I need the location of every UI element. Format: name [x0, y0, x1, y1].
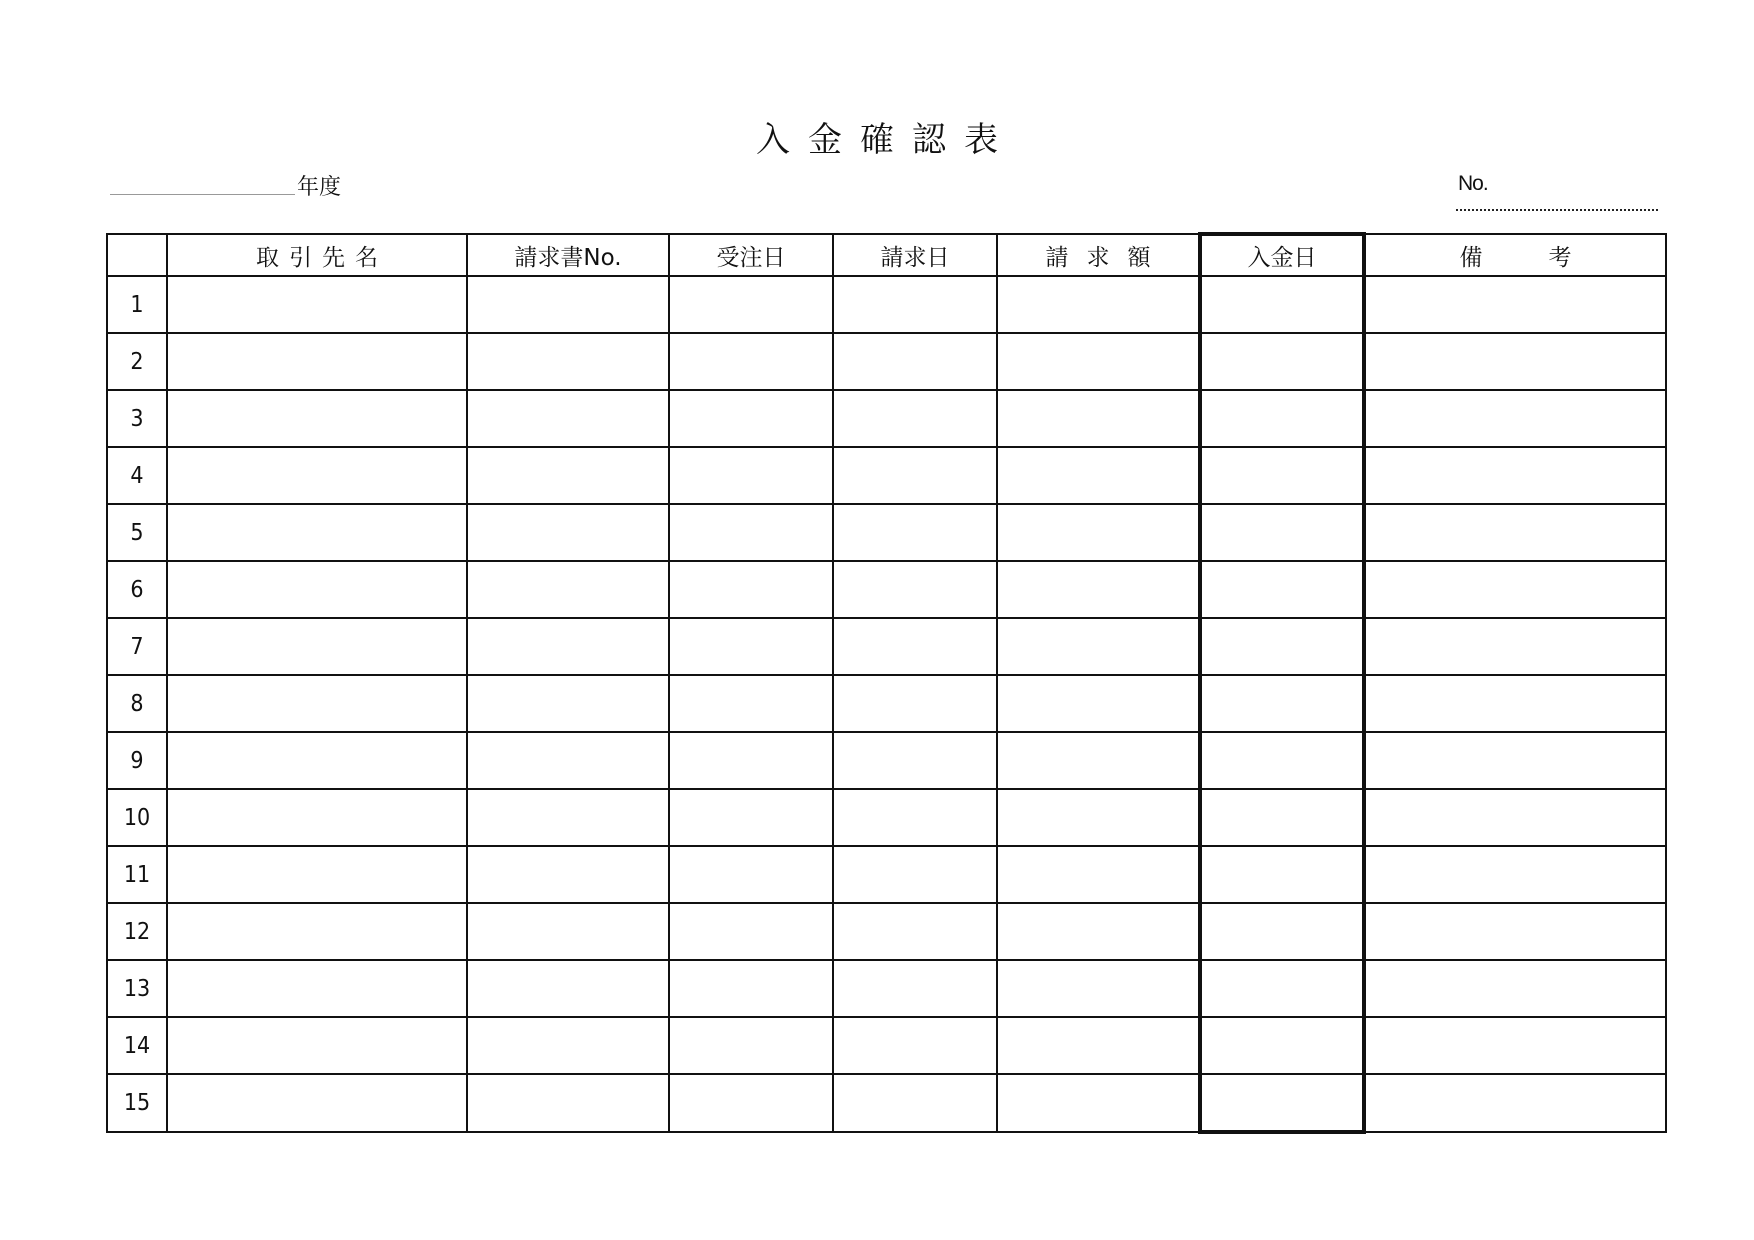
- remarks-cell[interactable]: [1364, 447, 1666, 504]
- order-date-cell[interactable]: [669, 846, 833, 903]
- year-label: 年度: [297, 175, 342, 200]
- payment-date-cell[interactable]: [1200, 789, 1364, 846]
- amount-cell[interactable]: [997, 1017, 1200, 1074]
- client-cell[interactable]: [167, 1074, 467, 1132]
- invoice-no-cell[interactable]: [467, 1074, 669, 1132]
- row-number: 8: [107, 675, 167, 732]
- invoice-date-cell[interactable]: [833, 732, 997, 789]
- invoice-date-cell[interactable]: [833, 846, 997, 903]
- payment-date-cell[interactable]: [1200, 390, 1364, 447]
- invoice-date-cell[interactable]: [833, 390, 997, 447]
- amount-cell[interactable]: [997, 333, 1200, 390]
- amount-cell[interactable]: [997, 903, 1200, 960]
- payment-date-cell[interactable]: [1200, 1074, 1364, 1132]
- invoice-date-cell[interactable]: [833, 960, 997, 1017]
- order-date-cell[interactable]: [669, 333, 833, 390]
- header-payment-date: 入金日: [1200, 234, 1364, 276]
- header-order-date: 受注日: [669, 234, 833, 276]
- invoice-no-cell[interactable]: [467, 789, 669, 846]
- table-row: [107, 1074, 1666, 1132]
- remarks-cell[interactable]: [1364, 1017, 1666, 1074]
- payment-date-cell[interactable]: [1200, 732, 1364, 789]
- client-cell[interactable]: [167, 1017, 467, 1074]
- client-cell[interactable]: [167, 618, 467, 675]
- order-date-cell[interactable]: [669, 1074, 833, 1132]
- client-cell[interactable]: [167, 504, 467, 561]
- table-row: [107, 732, 1666, 789]
- row-number: 12: [107, 903, 167, 960]
- row-number: 4: [107, 447, 167, 504]
- row-number: 15: [107, 1074, 167, 1132]
- client-cell[interactable]: [167, 447, 467, 504]
- table-row: [107, 447, 1666, 504]
- invoice-no-cell[interactable]: [467, 504, 669, 561]
- order-date-cell[interactable]: [669, 1017, 833, 1074]
- amount-cell[interactable]: [997, 1074, 1200, 1132]
- table-row: [107, 675, 1666, 732]
- client-cell[interactable]: [167, 789, 467, 846]
- invoice-date-cell[interactable]: [833, 675, 997, 732]
- invoice-no-cell[interactable]: [467, 732, 669, 789]
- remarks-cell[interactable]: [1364, 504, 1666, 561]
- payment-date-cell[interactable]: [1200, 333, 1364, 390]
- invoice-date-cell[interactable]: [833, 618, 997, 675]
- table-row: [107, 618, 1666, 675]
- remarks-cell[interactable]: [1364, 903, 1666, 960]
- document-number-input-line[interactable]: [1456, 209, 1658, 211]
- row-number: 5: [107, 504, 167, 561]
- row-number: 13: [107, 960, 167, 1017]
- page-title: 入金確認表: [756, 120, 1016, 160]
- invoice-no-cell[interactable]: [467, 276, 669, 333]
- invoice-no-cell[interactable]: [467, 846, 669, 903]
- payment-date-cell[interactable]: [1200, 561, 1364, 618]
- amount-cell[interactable]: [997, 789, 1200, 846]
- header-remarks: 備考: [1364, 234, 1666, 276]
- payment-date-cell[interactable]: [1200, 1017, 1364, 1074]
- order-date-cell[interactable]: [669, 903, 833, 960]
- amount-cell[interactable]: [997, 390, 1200, 447]
- invoice-no-cell[interactable]: [467, 903, 669, 960]
- remarks-cell[interactable]: [1364, 333, 1666, 390]
- remarks-cell[interactable]: [1364, 561, 1666, 618]
- invoice-no-cell[interactable]: [467, 333, 669, 390]
- client-cell[interactable]: [167, 390, 467, 447]
- table-row: [107, 561, 1666, 618]
- table-row: [107, 846, 1666, 903]
- payment-date-cell[interactable]: [1200, 504, 1364, 561]
- row-number: 7: [107, 618, 167, 675]
- payment-date-cell[interactable]: [1200, 903, 1364, 960]
- invoice-date-cell[interactable]: [833, 789, 997, 846]
- table-row: [107, 390, 1666, 447]
- remarks-cell[interactable]: [1364, 618, 1666, 675]
- order-date-cell[interactable]: [669, 789, 833, 846]
- payment-confirmation-table: [106, 232, 1667, 1134]
- invoice-no-cell[interactable]: [467, 561, 669, 618]
- invoice-no-cell[interactable]: [467, 618, 669, 675]
- remarks-cell[interactable]: [1364, 1074, 1666, 1132]
- invoice-date-cell[interactable]: [833, 903, 997, 960]
- remarks-cell[interactable]: [1364, 732, 1666, 789]
- table-row: [107, 789, 1666, 846]
- payment-date-cell[interactable]: [1200, 618, 1364, 675]
- header-row: [107, 234, 1666, 276]
- row-number: 11: [107, 846, 167, 903]
- row-number: 1: [107, 276, 167, 333]
- remarks-cell[interactable]: [1364, 276, 1666, 333]
- document-number-label: No.: [1458, 172, 1488, 195]
- row-number: 3: [107, 390, 167, 447]
- remarks-cell[interactable]: [1364, 675, 1666, 732]
- amount-cell[interactable]: [997, 675, 1200, 732]
- order-date-cell[interactable]: [669, 504, 833, 561]
- order-date-cell[interactable]: [669, 618, 833, 675]
- row-number: 9: [107, 732, 167, 789]
- year-input-line[interactable]: [110, 194, 295, 195]
- header-client: 取引先名: [167, 234, 467, 276]
- amount-cell[interactable]: [997, 561, 1200, 618]
- order-date-cell[interactable]: [669, 960, 833, 1017]
- amount-cell[interactable]: [997, 618, 1200, 675]
- client-cell[interactable]: [167, 732, 467, 789]
- client-cell[interactable]: [167, 846, 467, 903]
- amount-cell[interactable]: [997, 960, 1200, 1017]
- header-invoice-no: 請求書No.: [467, 234, 669, 276]
- payment-date-cell[interactable]: [1200, 675, 1364, 732]
- header-invoice-date: 請求日: [833, 234, 997, 276]
- order-date-cell[interactable]: [669, 561, 833, 618]
- row-number: 10: [107, 789, 167, 846]
- amount-cell[interactable]: [997, 504, 1200, 561]
- invoice-date-cell[interactable]: [833, 333, 997, 390]
- invoice-date-cell[interactable]: [833, 1017, 997, 1074]
- row-number: 2: [107, 333, 167, 390]
- payment-date-cell[interactable]: [1200, 276, 1364, 333]
- amount-cell[interactable]: [997, 732, 1200, 789]
- invoice-no-cell[interactable]: [467, 447, 669, 504]
- amount-cell[interactable]: [997, 276, 1200, 333]
- client-cell[interactable]: [167, 333, 467, 390]
- header-index: [107, 234, 167, 276]
- invoice-no-cell[interactable]: [467, 1017, 669, 1074]
- payment-date-cell[interactable]: [1200, 447, 1364, 504]
- invoice-date-cell[interactable]: [833, 276, 997, 333]
- amount-cell[interactable]: [997, 447, 1200, 504]
- header-amount: 請求額: [997, 234, 1200, 276]
- invoice-no-cell[interactable]: [467, 390, 669, 447]
- invoice-no-cell[interactable]: [467, 960, 669, 1017]
- order-date-cell[interactable]: [669, 675, 833, 732]
- table-row: [107, 276, 1666, 333]
- invoice-no-cell[interactable]: [467, 675, 669, 732]
- client-cell[interactable]: [167, 960, 467, 1017]
- table-row: [107, 333, 1666, 390]
- client-cell[interactable]: [167, 903, 467, 960]
- table-row: [107, 504, 1666, 561]
- client-cell[interactable]: [167, 675, 467, 732]
- table-row: [107, 903, 1666, 960]
- remarks-cell[interactable]: [1364, 960, 1666, 1017]
- table-row: [107, 960, 1666, 1017]
- invoice-date-cell[interactable]: [833, 561, 997, 618]
- client-cell[interactable]: [167, 561, 467, 618]
- payment-date-cell[interactable]: [1200, 960, 1364, 1017]
- table-row: [107, 1017, 1666, 1074]
- row-number: 14: [107, 1017, 167, 1074]
- row-number: 6: [107, 561, 167, 618]
- remarks-cell[interactable]: [1364, 390, 1666, 447]
- payment-date-cell[interactable]: [1200, 846, 1364, 903]
- client-cell[interactable]: [167, 276, 467, 333]
- invoice-date-cell[interactable]: [833, 504, 997, 561]
- order-date-cell[interactable]: [669, 276, 833, 333]
- remarks-cell[interactable]: [1364, 846, 1666, 903]
- order-date-cell[interactable]: [669, 447, 833, 504]
- invoice-date-cell[interactable]: [833, 447, 997, 504]
- order-date-cell[interactable]: [669, 732, 833, 789]
- invoice-date-cell[interactable]: [833, 1074, 997, 1132]
- amount-cell[interactable]: [997, 846, 1200, 903]
- order-date-cell[interactable]: [669, 390, 833, 447]
- remarks-cell[interactable]: [1364, 789, 1666, 846]
